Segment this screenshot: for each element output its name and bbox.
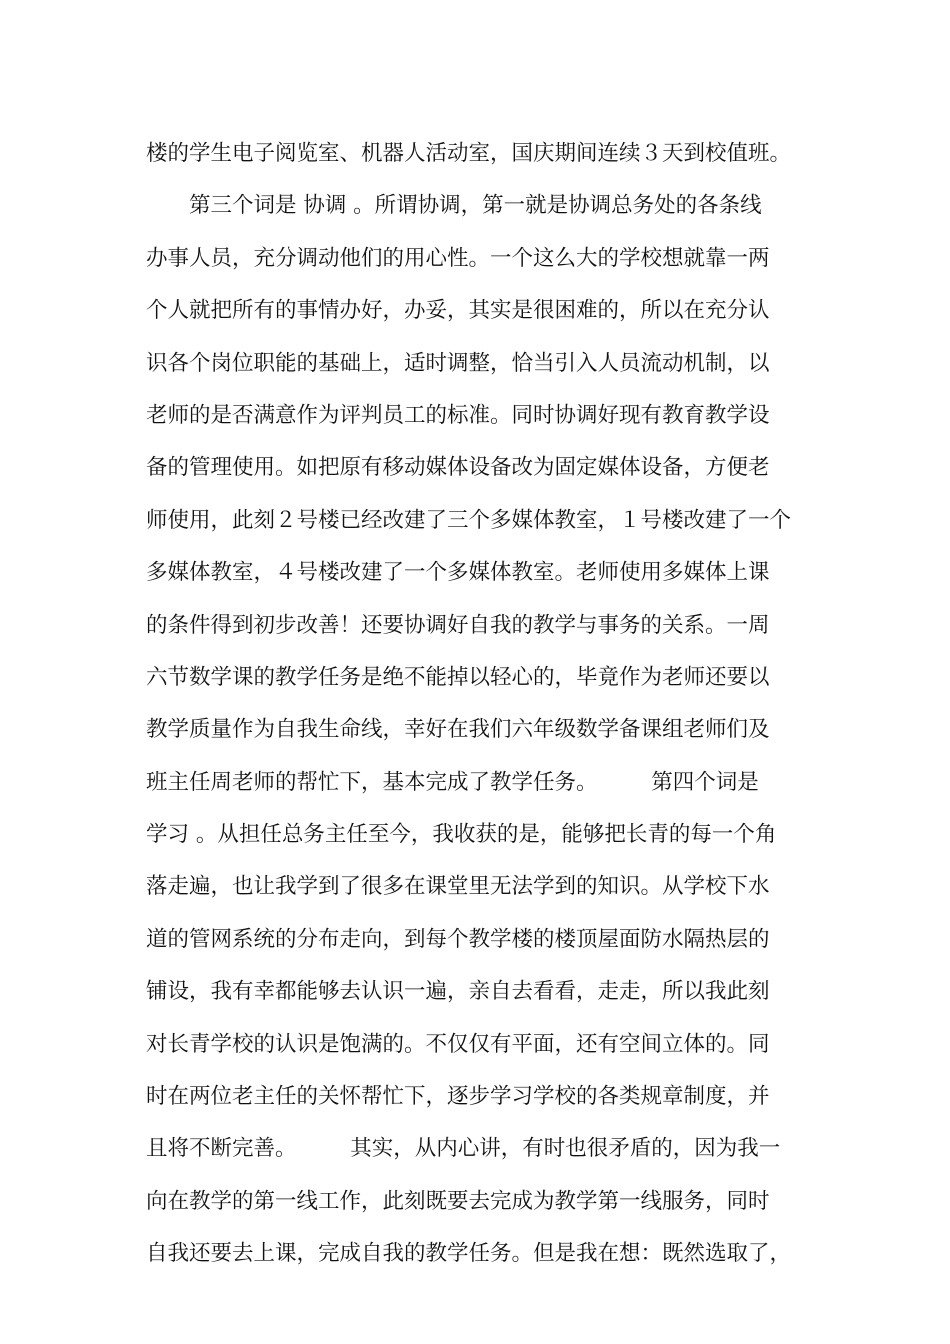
text-line: 六节数学课的教学任务是绝不能掉以轻心的，毕竟作为老师还要以 (146, 664, 770, 690)
text-line: 向在教学的第一线工作，此刻既要去完成为教学第一线服务，同时 (146, 1188, 770, 1214)
text-line: 落走遍，也让我学到了很多在课堂里无法学到的知识。从学校下水 (146, 874, 770, 900)
text-line: 铺设，我有幸都能够去认识一遍，亲自去看看，走走，所以我此刻 (146, 979, 770, 1005)
text-line: 个人就把所有的事情办好，办妥，其实是很困难的，所以在充分认 (146, 298, 770, 324)
text-line: 楼的学生电子阅览室、机器人活动室，国庆期间连续３天到校值班。 (146, 141, 792, 166)
text-line: 对长青学校的认识是饱满的。不仅仅有平面，还有空间立体的。同 (146, 1031, 770, 1057)
text-line: 班主任周老师的帮忙下，基本完成了教学任务。 第四个词是 (146, 769, 759, 795)
text-line: 识各个岗位职能的基础上，适时调整，恰当引入人员流动机制，以 (146, 350, 770, 376)
text-line: 的条件得到初步改善！还要协调好自我的教学与事务的关系。一周 (146, 612, 770, 638)
text-line: 备的管理使用。如把原有移动媒体设备改为固定媒体设备，方便老 (146, 455, 770, 481)
text-line: 师使用，此刻２号楼已经改建了三个多媒体教室，１号楼改建了一个 (146, 507, 792, 533)
text-line: 学习 。从担任总务主任至今，我收获的是，能够把长青的每一个角 (146, 822, 777, 848)
text-line: 且将不断完善。 其实，从内心讲，有时也很矛盾的，因为我一 (146, 1136, 781, 1162)
text-line: 自我还要去上课，完成自我的教学任务。但是我在想：既然选取了， (146, 1241, 792, 1267)
text-line: 时在两位老主任的关怀帮忙下，逐步学习学校的各类规章制度，并 (146, 1084, 770, 1110)
text-line: 办事人员，充分调动他们的用心性。一个这么大的学校想就靠一两 (146, 245, 770, 271)
text-line: 道的管网系统的分布走向，到每个教学楼的楼顶屋面防水隔热层的 (146, 926, 770, 952)
text-line: 老师的是否满意作为评判员工的标准。同时协调好现有教育教学设 (146, 402, 770, 428)
body-text (146, 128, 826, 1281)
text-line: 第三个词是 协调 。所谓协调，第一就是协调总务处的各条线 (146, 193, 762, 219)
text-line: 教学质量作为自我生命线，幸好在我们六年级数学备课组老师们及 (146, 717, 770, 743)
text-line: 多媒体教室，４号楼改建了一个多媒体教室。老师使用多媒体上课 (146, 560, 770, 586)
